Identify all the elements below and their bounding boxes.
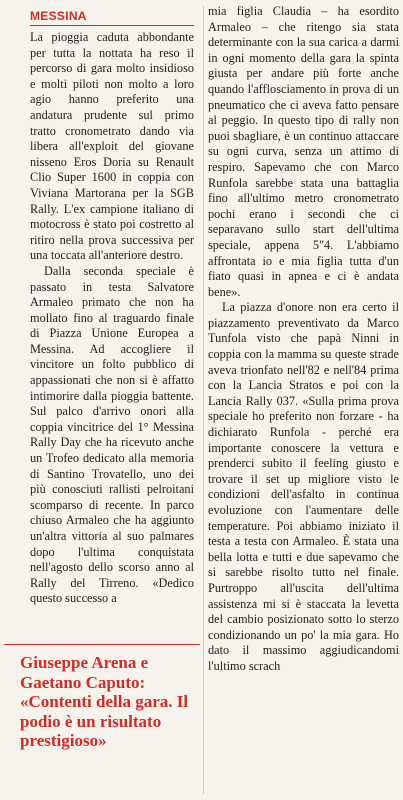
section-rule [30,25,194,26]
article-paragraph: La piazza d'onore non era certo il piazzamento preventivato da Marco Tunfola visto che papà Ninni in coppia con la mamma su queste strade aveva trionfato nell'82 e nell'84 prima con la Lancia Stratos e poi con la Lancia Rally 037. «Sulla prima prova speciale ho preferito non forzare - ha dichiarato Runfola - perché era importante conoscere la vettura e prenderci subito il feeling giusto e trovare il set up migliore visto le condizioni dell'asfalto in continua evoluzione con l'aumentare delle temperature. Poi abbiamo iniziato il testa a testa con Armaleo. È stata una bella lotta e tutti e due sapevamo che si sarebbe risolto tutto nel finale. Purtroppo all'uscita dell'ultima assistenza mi si è staccata la levetta del cambio posizionato sotto lo sterzo condizionando un po' la mia gara. Ho dato il massimo aggiudicandomi l'ultimo scrach [208,300,399,673]
article-body-right [208,4,399,675]
sidebar-box [4,644,200,794]
article-paragraph: La pioggia caduta abbondante per tutta la nottata ha reso il percorso di gara molto insidioso e molti piloti non molto a loro agio hanno preferito una andatura prudente sul primo tratto cronometrato dando via libera all'exploit del giovane nisseno Eros Doria su Renault Clio Super 1600 in coppia con Viviana Martorana per la SGB Rally. L'ex campione italiano di motocross è stato poi costretto al ritiro nella prova successiva per una toccata all'anteriore destro. [30,30,194,263]
section-kicker: MESSINA [30,9,87,23]
column-divider [203,6,204,794]
section-header [4,6,198,28]
article-paragraph: Dalla seconda speciale è passato in testa Salvatore Armaleo primato che non ha mollato fino al traguardo finale di Piazza Unione Europea a Messina. Ad accogliere il vincitore un folto pubblico di appassionati che non si è affatto intimorire dalla pioggia battente. Sul palco d'arrivo onori alla coppia vincitrice del 1° Messina Rally Day che ha ricevuto anche un Trofeo dedicato alla memoria di Santino Trovatello, uno dei più conosciuti rallisti pelroitani scomparso di recente. In parco chiuso Armaleo che ha aggiunto un'altra vittoria al suo palmares dopo l'ultima conquistata nell'agosto dello scorso anno al Rally del Tirreno. «Dedico questo successo a [30,263,194,606]
right-column [208,0,399,800]
sidebar-names: Giuseppe Arena e Gaetano Caputo: [20,653,149,692]
article-body-left [4,30,198,607]
article-paragraph: mia figlia Claudia – ha esordito Armaleo – che ritengo sia stata determinante con la sua carica a darmi in ogni momento della gara la spinta giusta per andare più forte anche quando l'afflosciamento in prova di un pneumatico che ci aveva fatto pensare al peggio. In questo tipo di rally non puoi sbagliare, è un continuo attaccare su ogni curva, senza un attimo di respiro. Sapevamo che con Marco Runfola sarebbe stata una battaglia fino all'ultimo metro cronometrato pochi erano i secondi che ci separavano sullo start dell'ultima speciale, appena 5"4. L'abbiamo affrontata io e mia figlia tutta d'un fiato quasi in apnea e ci è andata bene». [208,4,399,299]
sidebar-quote: «Contenti della gara. Il podio è un risultato prestigioso» [20,692,189,750]
sidebar-headline [20,653,196,751]
